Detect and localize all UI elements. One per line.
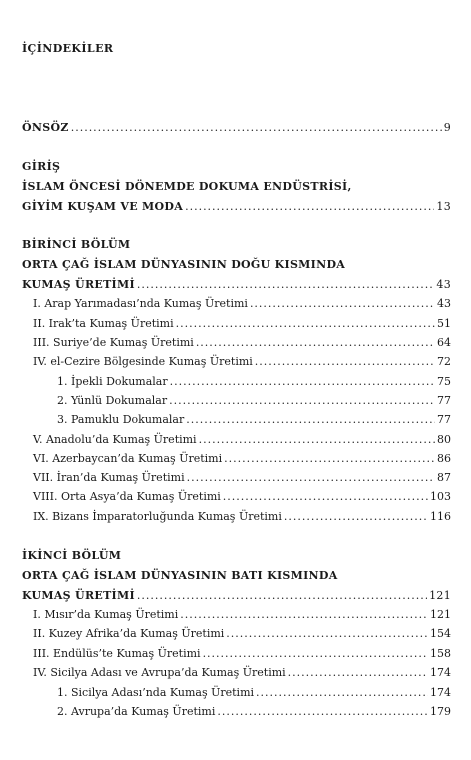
toc-entry-label: GİYİM KUŞAM VE MODA	[22, 200, 184, 213]
toc-entry[interactable]	[33, 317, 451, 330]
toc-entry-label: II. Irak’ta Kumaş Üretimi	[33, 317, 174, 330]
toc-subentry[interactable]	[57, 705, 451, 718]
toc-entry[interactable]	[33, 666, 451, 679]
toc-entry[interactable]	[33, 297, 451, 310]
section-subheading-bolum2: ORTA ÇAĞ İSLAM DÜNYASININ BATI KISMINDA	[22, 569, 338, 582]
toc-entry-label: VIII. Orta Asya’da Kumaş Üretimi	[33, 490, 221, 503]
toc-entry-label: 1. Sicilya Adası’nda Kumaş Üretimi	[57, 686, 255, 699]
dot-leader	[250, 297, 435, 310]
toc-entry-page: 121	[430, 608, 451, 621]
toc-page	[22, 0, 451, 760]
dot-leader	[284, 510, 428, 523]
toc-entry[interactable]	[33, 433, 451, 446]
toc-entry-label: IX. Bizans İmparatorluğunda Kumaş Üretimi	[33, 510, 282, 523]
toc-subentry[interactable]	[57, 375, 451, 388]
dot-leader	[186, 413, 435, 426]
dot-leader	[185, 200, 434, 213]
dot-leader	[169, 394, 435, 407]
dot-leader	[223, 490, 428, 503]
dot-leader	[180, 608, 428, 621]
dot-leader	[256, 686, 428, 699]
toc-entry-label: I. Arap Yarımadası’nda Kumaş Üretimi	[33, 297, 248, 310]
toc-entry-label: 2. Avrupa’da Kumaş Üretimi	[57, 705, 216, 718]
toc-entry-page: 121	[429, 589, 451, 602]
toc-entry-page: 103	[430, 490, 451, 503]
toc-entry-page: 51	[437, 317, 451, 330]
toc-entry-page: 154	[430, 627, 451, 640]
dot-leader	[226, 627, 428, 640]
toc-entry-label: 1. İpekli Dokumalar	[57, 375, 168, 388]
toc-entry-page: 80	[437, 433, 451, 446]
dot-leader	[137, 278, 434, 291]
toc-subentry[interactable]	[57, 394, 451, 407]
section-heading-bolum1: BİRİNCİ BÖLÜM	[22, 238, 131, 251]
toc-entry-label: III. Endülüs’te Kumaş Üretimi	[33, 647, 201, 660]
dot-leader	[196, 336, 435, 349]
page-title: İÇİNDEKİLER	[22, 42, 114, 55]
toc-subentry[interactable]	[57, 686, 451, 699]
toc-entry-label: KUMAŞ ÜRETİMİ	[22, 589, 135, 602]
toc-entry-page: 64	[437, 336, 451, 349]
toc-entry-page: 77	[437, 413, 451, 426]
dot-leader	[71, 121, 442, 134]
toc-entry-page: 158	[430, 647, 451, 660]
dot-leader	[199, 433, 435, 446]
dot-leader	[217, 705, 428, 718]
toc-entry-page: 86	[437, 452, 451, 465]
toc-entry-page: 174	[430, 666, 451, 679]
toc-entry[interactable]	[33, 336, 451, 349]
toc-entry-label: V. Anadolu’da Kumaş Üretimi	[33, 433, 197, 446]
section-subheading-bolum1: ORTA ÇAĞ İSLAM DÜNYASININ DOĞU KISMINDA	[22, 258, 346, 271]
toc-entry-page: 13	[436, 200, 451, 213]
toc-entry-page: 72	[437, 355, 451, 368]
toc-entry-label: 2. Yünlü Dokumalar	[57, 394, 168, 407]
dot-leader	[170, 375, 435, 388]
toc-entry-label: 3. Pamuklu Dokumalar	[57, 413, 185, 426]
toc-entry-label: I. Mısır’da Kumaş Üretimi	[33, 608, 179, 621]
toc-entry-page: 87	[437, 471, 451, 484]
toc-entry-page: 43	[436, 278, 451, 291]
toc-entry-label: ÖNSÖZ	[22, 121, 69, 134]
toc-entry[interactable]	[33, 452, 451, 465]
toc-entry[interactable]	[33, 627, 451, 640]
toc-entry-page: 179	[430, 705, 451, 718]
section-heading-bolum2: İKİNCİ BÖLÜM	[22, 549, 122, 562]
dot-leader	[203, 647, 428, 660]
toc-entry-label: VI. Azerbaycan’da Kumaş Üretimi	[33, 452, 223, 465]
toc-entry-label: IV. el-Cezire Bölgesinde Kumaş Üretimi	[33, 355, 253, 368]
toc-entry-label: IV. Sicilya Adası ve Avrupa’da Kumaş Üretimi	[33, 666, 286, 679]
toc-entry[interactable]	[33, 510, 451, 523]
toc-entry[interactable]	[33, 608, 451, 621]
section-heading-giris: GİRİŞ	[22, 160, 61, 173]
toc-entry-onsoz[interactable]	[22, 121, 451, 134]
toc-entry[interactable]	[33, 647, 451, 660]
toc-subentry[interactable]	[57, 413, 451, 426]
toc-entry-page: 75	[437, 375, 451, 388]
toc-entry-page: 77	[437, 394, 451, 407]
section-subheading-giris: İSLAM ÖNCESİ DÖNEMDE DOKUMA ENDÜSTRİSİ,	[22, 180, 352, 193]
dot-leader	[187, 471, 435, 484]
toc-entry-giris[interactable]	[22, 200, 451, 213]
dot-leader	[255, 355, 435, 368]
toc-entry-bolum1[interactable]	[22, 278, 451, 291]
dot-leader	[288, 666, 428, 679]
toc-entry-page: 116	[430, 510, 451, 523]
toc-entry-label: III. Suriye’de Kumaş Üretimi	[33, 336, 194, 349]
toc-entry-page: 9	[443, 121, 451, 134]
toc-entry-page: 43	[437, 297, 451, 310]
toc-entry-label: KUMAŞ ÜRETİMİ	[22, 278, 135, 291]
dot-leader	[137, 589, 427, 602]
toc-entry-label: II. Kuzey Afrika’da Kumaş Üretimi	[33, 627, 225, 640]
dot-leader	[224, 452, 435, 465]
toc-entry[interactable]	[33, 355, 451, 368]
toc-entry-label: VII. İran’da Kumaş Üretimi	[33, 471, 185, 484]
toc-entry[interactable]	[33, 490, 451, 503]
toc-entry-page: 174	[430, 686, 451, 699]
dot-leader	[176, 317, 435, 330]
toc-entry[interactable]	[33, 471, 451, 484]
toc-entry-bolum2[interactable]	[22, 589, 451, 602]
